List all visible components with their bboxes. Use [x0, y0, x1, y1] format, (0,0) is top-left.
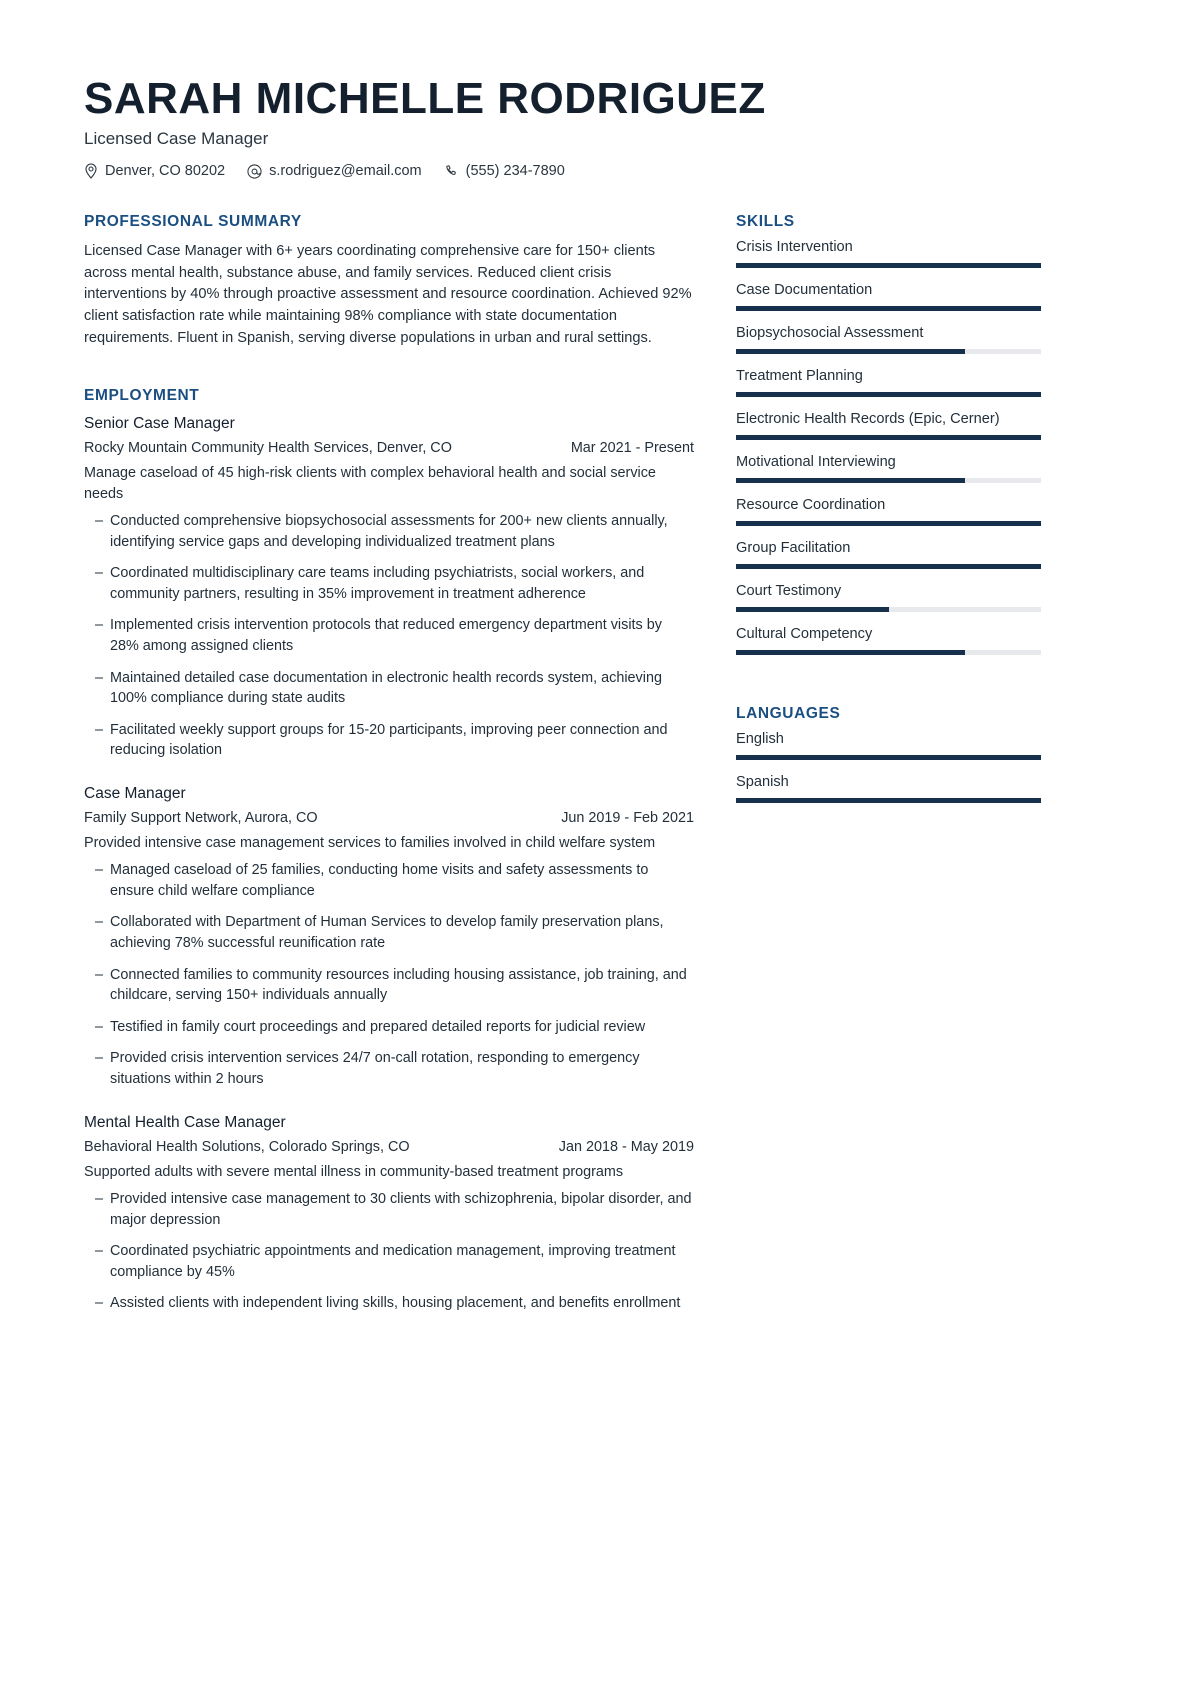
skill-name: Treatment Planning [736, 368, 863, 385]
skill-name: Case Documentation [736, 282, 873, 299]
contact-row [84, 163, 1116, 179]
contact-email [247, 163, 422, 179]
section-title-skills: SKILLS [736, 213, 795, 231]
skill-item [736, 454, 1041, 483]
skill-name: Electronic Health Records (Epic, Cerner) [736, 411, 1000, 428]
skill-bar-fill [736, 306, 1041, 311]
language-bar-track [736, 798, 1041, 803]
skill-name: Crisis Intervention [736, 239, 853, 256]
skill-bar-track [736, 478, 1041, 483]
phone-text: (555) 234-7890 [465, 163, 565, 180]
skill-name: Resource Coordination [736, 497, 886, 514]
skills-section [736, 213, 1041, 655]
section-title-summary: PROFESSIONAL SUMMARY [84, 213, 302, 231]
skill-name: Court Testimony [736, 583, 842, 600]
candidate-name: SARAH MICHELLE RODRIGUEZ [84, 74, 766, 123]
job-bullet: – Maintained detailed case documentation in electronic health records system, achieving 100% compliance during state audits [84, 668, 694, 709]
skill-bar-fill [736, 521, 1041, 526]
employment-entry [84, 785, 694, 1090]
job-title: Case Manager [84, 784, 186, 802]
job-title: Senior Case Manager [84, 415, 235, 433]
section-title-languages: LANGUAGES [736, 705, 841, 723]
language-bar-track [736, 755, 1041, 760]
employment-entry [84, 415, 694, 761]
spacer [84, 349, 694, 387]
spacer [736, 669, 1041, 705]
skill-item [736, 540, 1041, 569]
skill-bar-fill [736, 392, 1041, 397]
contact-phone [444, 163, 565, 179]
skill-bar-track [736, 392, 1041, 397]
job-bullet: – Provided intensive case management to 30 clients with schizophrenia, bipolar disorder, and major depression [84, 1189, 694, 1230]
job-title: Mental Health Case Manager [84, 1113, 286, 1131]
resume-body [84, 213, 1116, 1338]
job-bullet: – Managed caseload of 25 families, conducting home visits and safety assessments to ensure child welfare compliance [84, 860, 694, 901]
job-bullet: – Assisted clients with independent living skills, housing placement, and benefits enrollment [84, 1293, 694, 1314]
phone-icon [444, 164, 459, 179]
job-bullet: – Connected families to community resources including housing assistance, job training, and childcare, serving 150+ individuals annually [84, 965, 694, 1006]
skill-bar-fill [736, 650, 965, 655]
job-meta [84, 809, 694, 829]
job-bullet: – Provided crisis intervention services 24/7 on-call rotation, responding to emergency situations within 2 hours [84, 1048, 694, 1089]
job-bullet: – Testified in family court proceedings and prepared detailed reports for judicial review [84, 1017, 694, 1038]
language-bar-fill [736, 755, 1041, 760]
candidate-headline: Licensed Case Manager [84, 129, 269, 149]
side-column [736, 213, 1041, 817]
skill-name: Biopsychosocial Assessment [736, 325, 924, 342]
job-bullet: – Facilitated weekly support groups for 15-20 participants, improving peer connection and reducing isolation [84, 720, 694, 761]
main-column [84, 213, 694, 1338]
skill-item [736, 411, 1041, 440]
skill-name: Cultural Competency [736, 626, 873, 643]
language-name: Spanish [736, 774, 789, 791]
job-description: Provided intensive case management services to families involved in child welfare system [84, 834, 656, 851]
skill-item [736, 497, 1041, 526]
language-item [736, 774, 1041, 803]
skill-item [736, 325, 1041, 354]
employment-entry [84, 1114, 694, 1314]
job-bullet: – Implemented crisis intervention protocols that reduced emergency department visits by 28% among assigned clients [84, 615, 694, 656]
skill-name: Motivational Interviewing [736, 454, 896, 471]
skill-bar-track [736, 435, 1041, 440]
skill-bar-fill [736, 607, 889, 612]
skill-bar-track [736, 650, 1041, 655]
job-description: Manage caseload of 45 high-risk clients with complex behavioral health and social service needs [84, 465, 656, 502]
job-bullets [84, 860, 694, 1089]
job-description: Supported adults with severe mental illness in community-based treatment programs [84, 1163, 624, 1180]
job-employer: Behavioral Health Solutions, Colorado Springs, CO [84, 1138, 410, 1155]
location-pin-icon [84, 163, 98, 179]
skill-bar-fill [736, 478, 965, 483]
skill-bar-fill [736, 435, 1041, 440]
skill-item [736, 239, 1041, 268]
skill-name: Group Facilitation [736, 540, 851, 557]
skill-bar-fill [736, 263, 1041, 268]
email-icon [247, 164, 262, 179]
job-dates: Jan 2018 - May 2019 [558, 1138, 694, 1155]
skill-item [736, 282, 1041, 311]
email-text: s.rodriguez@email.com [269, 163, 422, 180]
job-employer: Rocky Mountain Community Health Services, Denver, CO [84, 440, 452, 457]
job-bullet: – Collaborated with Department of Human Services to develop family preservation plans, achieving 78% successful reunification rate [84, 912, 694, 953]
skill-bar-track [736, 607, 1041, 612]
job-bullet: – Coordinated psychiatric appointments and medication management, improving treatment compliance by 45% [84, 1241, 694, 1282]
section-title-employment: EMPLOYMENT [84, 387, 200, 405]
job-employer: Family Support Network, Aurora, CO [84, 809, 318, 826]
language-bar-fill [736, 798, 1041, 803]
languages-section [736, 705, 1041, 803]
skill-bar-fill [736, 349, 965, 354]
summary-text: Licensed Case Manager with 6+ years coordinating comprehensive care for 150+ clients across mental health, substance abuse, and family services. Reduced client crisis interventions by 40% through proactive assessment and resource coordination. Achieved 92% client satisfaction rate while maintaining 98% compliance with state documentation requirements. Fluent in Spanish, serving diverse populations in urban and rural settings. [84, 243, 692, 346]
job-bullet: – Conducted comprehensive biopsychosocial assessments for 200+ new clients annually, identifying service gaps and developing individualized treatment plans [84, 511, 694, 552]
location-text: Denver, CO 80202 [105, 163, 226, 180]
language-item [736, 731, 1041, 760]
job-bullet: – Coordinated multidisciplinary care teams including psychiatrists, social workers, and community partners, resulting in 35% improvement in treatment adherence [84, 563, 694, 604]
employment-section [84, 387, 694, 1314]
language-name: English [736, 731, 784, 748]
job-meta [84, 1138, 694, 1158]
skill-item [736, 583, 1041, 612]
skill-bar-track [736, 564, 1041, 569]
job-dates: Jun 2019 - Feb 2021 [561, 809, 694, 826]
job-dates: Mar 2021 - Present [570, 440, 694, 457]
skill-bar-track [736, 349, 1041, 354]
resume-header [84, 74, 1116, 179]
contact-location [84, 163, 225, 179]
skill-bar-track [736, 521, 1041, 526]
job-meta [84, 439, 694, 459]
skill-item [736, 626, 1041, 655]
skill-bar-track [736, 263, 1041, 268]
job-bullets [84, 511, 694, 761]
professional-summary-section [84, 213, 694, 349]
skill-item [736, 368, 1041, 397]
job-bullets [84, 1189, 694, 1314]
skill-bar-track [736, 306, 1041, 311]
skill-bar-fill [736, 564, 1041, 569]
